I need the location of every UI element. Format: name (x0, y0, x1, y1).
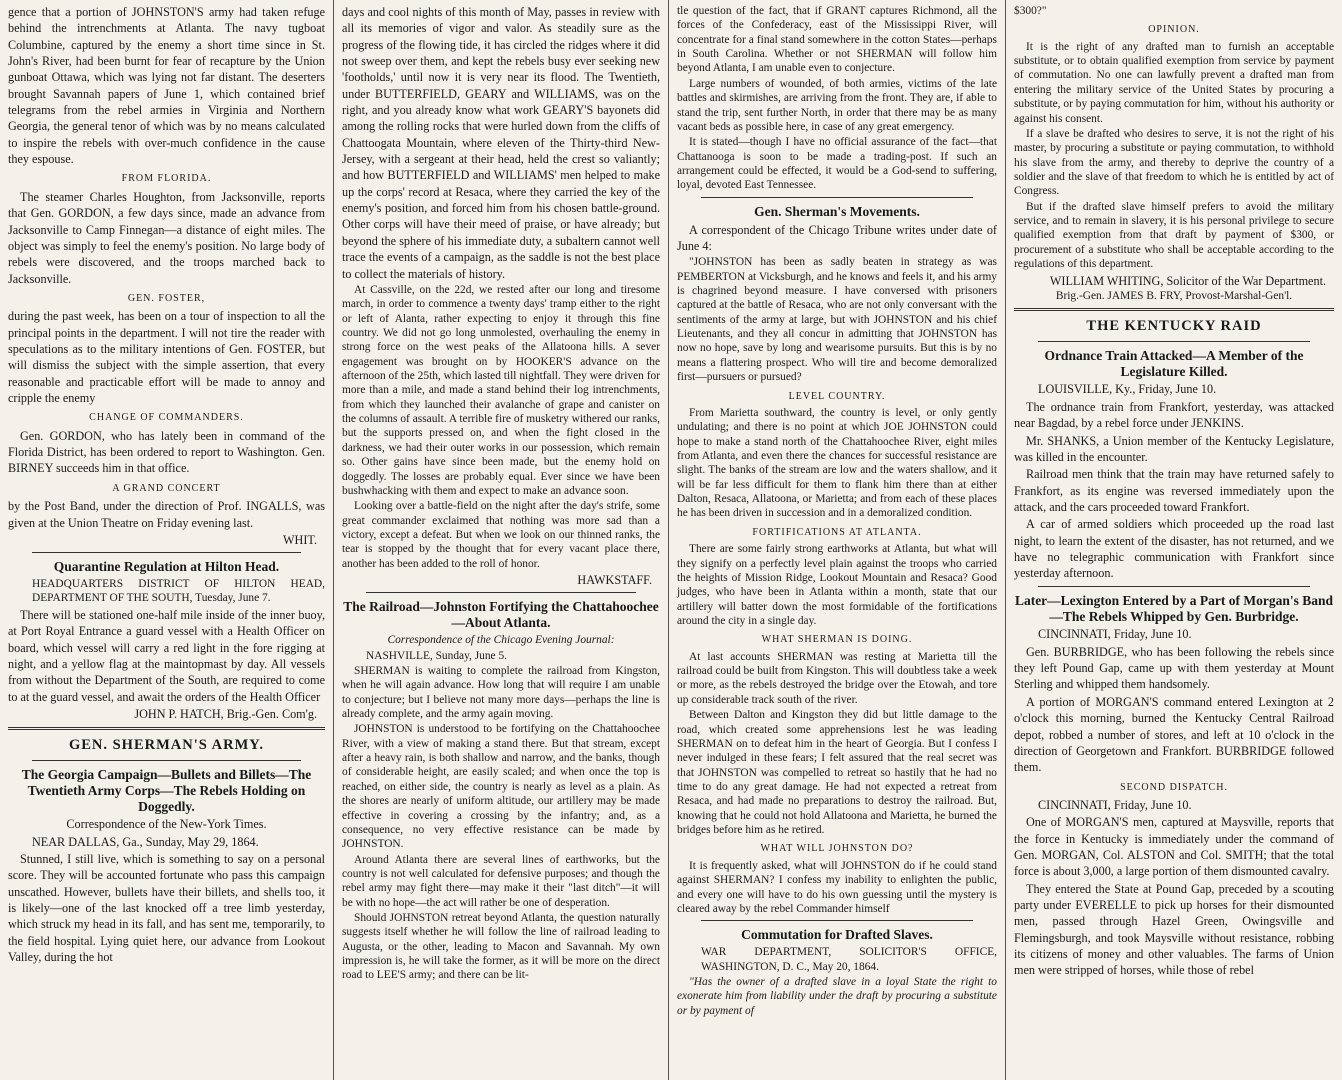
paragraph: JOHNSTON is understood to be fortifying on the Chattahoochee River, with a view of making a stand there. But that stream, except after a heavy rain, is both shallow and narrow, and the banks, though of considerable height, are easily scaled; and when once the top is reached, on either side, the country is nearly as level as a plain. As the shores are nearly of uniform altitude, our artillery may be made effective in covering a crossing by the infantry; and, as a consequence, no very effective resistance can be made by JOHNSTON. (342, 723, 660, 851)
subheading: FROM FLORIDA. (121, 173, 212, 185)
paragraph: tle question of the fact, that if GRANT captures Richmond, all the forces of the Confederacy, east of the Mississippi River, will concentrate for a final stand somewhere in the cotton States—perhaps in South Carolina. Whether or not SHERMAN will follow him beyond Atlanta, I am unable even to conjecture. (677, 5, 997, 75)
subheading: FORTIFICATIONS AT ATLANTA. (752, 526, 922, 538)
paragraph: Railroad men think that the train may have returned safely to Frankfort, as its engine was reversed immediately upon the attack, and the cars proceeded toward Frankfort. (1014, 467, 1334, 514)
section-headline: GEN. SHERMAN'S ARMY. (68, 737, 265, 754)
article-headline: Later—Lexington Entered by a Part of Morgan's Band—The Rebels Whipped by Gen. Burbridge. (1014, 592, 1334, 624)
paragraph: It is stated—though I have no official assurance of the fact—that Chattanooga is soon to be made a trading-post. If such an arrangement could be effected, it would be a God-send to suffering, loyal, devoted East Tennessee. (677, 136, 997, 192)
paragraph: Stunned, I still live, which is something to say on a personal score. They will be accounted fortunate who pass this campaign unscathed. However, bullets have their billets, and shells too, it is likely—one of the last knocked off a tree limb yesterday, which struck my head in its fall, and has sent me, temporarily, to the field hospital. Lying quiet here, our advance from Lookout Valley, during the hot (8, 852, 325, 965)
paragraph: A correspondent of the Chicago Tribune writes under date of June 4: (677, 222, 997, 253)
column-3 (668, 0, 1005, 1080)
paragraph: A portion of MORGAN'S command entered Lexington at 2 o'clock this morning, burned the Kentucky Central Railroad depot, robbed a number of stores, and left at 10 o'clock in the direction of Georgetown and Frankfort. BURBRIDGE followed them. (1014, 694, 1334, 775)
paragraph: WAR DEPARTMENT, SOLICITOR'S OFFICE, WASHINGTON, D. C., May 20, 1864. (701, 946, 997, 973)
section-rule (366, 592, 636, 593)
paragraph: Gen. GORDON, who has lately been in command of the Florida District, has been ordered to report to Washington. Gen. BIRNEY succeeds him in that office. (8, 428, 325, 476)
column-4 (1005, 0, 1342, 1080)
paragraph: It is the right of any drafted man to furnish an acceptable substitute, or to obtain qualified exemption from service by payment of commutation. No one can lawfully prevent a drafted man from entering the military service of the United States by procuring a substitute, or by paying commutation for him, without his authority or against his consent. (1014, 40, 1334, 125)
section-headline: THE KENTUCKY RAID (1086, 318, 1262, 335)
article-headline: Quarantine Regulation at Hilton Head. (53, 559, 280, 575)
paragraph: CINCINNATI, Friday, June 10. (1038, 797, 1192, 812)
paragraph: At Cassville, on the 22d, we rested after our long and tiresome march, in order to commence a twenty days' tramp either to the right or left of Alanta, rather expecting to enjoy it through this fine country. We did not go long unmolested, overhauling the enemy in strong force on the west peaks of the Allatoona hills. A sever engagement was brought on by HOOKER'S advance on the afternoon of the 25th, which lasted till nightfall. They were driven for more than a mile, and made a stand behind their log intrenchments, from which they launched their avalanche of grape and canister on the columns of assault. A terrible fire of musketry withered our ranks, but the supports pressed on, and when the fight closed in the darkness, we had their outer works in our possession, which remain so. Other gains have since been made, but the enemy hold on doggedly. The losses are probably equal. Ever since we have been bushwhacking with them and expect to make an advance soon. (342, 283, 660, 497)
section-rule (701, 197, 973, 198)
section-rule (701, 920, 973, 921)
column-2 (333, 0, 668, 1080)
paragraph: There will be stationed one-half mile inside of the inner buoy, at Port Royal Entrance a guard vessel with a Health Officer on board, which vessel will carry a red light in the fore rigging at night, and a yellow flag at the maintopmast by day. All vessels from without the Department of the South, are required to come to at the guard vessel, and await the orders of the Health Officer (8, 607, 325, 704)
paragraph: Should JOHNSTON retreat beyond Atlanta, the question naturally suggests itself whether he will follow the line of railroad leading to Augusta, or the other, leading to Macon and Savannah. My own impression is, he will take the former, as it will be more on the direct road to LEE'S army; and there can be lit- (342, 912, 660, 982)
signature: WILLIAM WHITING, Solicitor of the War Department. (1049, 273, 1326, 288)
signature: WHIT. (283, 532, 317, 547)
paragraph: A car of armed soldiers which proceeded up the road last night, to learn the extent of the disaster, has not returned, and we have no telegraphic communication with Frankfort since yesterday afternoon. (1014, 517, 1334, 581)
paragraph: From Marietta southward, the country is level, or only gently undulating; and there is no point at which JOE JOHNSTON could hope to make a stand north of the Chattahoochee River, eight miles from Atlanta, and even there the chances for successful resistance are slight. The banks of the stream are low and the waters shallow, and it will be far less difficult for them to flank him there than at either Dalton, Resaca, Allatoona, or Marietta; and from each of these places he has been driven in succession and in a demoralized condition. (677, 406, 997, 520)
paragraph: Gen. BURBRIDGE, who has been following the rebels since they left Pound Gap, came up with them yesterday at Mount Sterling and whipped them handsomely. (1014, 644, 1334, 692)
paragraph: It is frequently asked, what will JOHNSTON do if he could stand against SHERMAN? I confess my inability to enlighten the public, and every one will have to do his own guessing until the mystery is cleared away by the rebel Commander himself (677, 859, 997, 915)
paragraph: "Has the owner of a drafted slave in a loyal State the right to exonerate him from liability under the draft by procuring a substitute or by payment of (677, 975, 997, 1017)
section-rule (1038, 341, 1310, 342)
paragraph: CINCINNATI, Friday, June 10. (1038, 627, 1192, 642)
subheading: WHAT WILL JOHNSTON DO? (760, 843, 914, 855)
paragraph: Looking over a battle-field on the night after the day's strife, some great commander exclaimed that nothing was more sad than a victory, except a defeat. But when we look on our thinned ranks, the tear is stopped by the thought that for every vacant place there, another has been added to the roll of honor. (342, 500, 660, 570)
paragraph: Mr. SHANKS, a Union member of the Kentucky Legislature, was killed in the encounter. (1014, 433, 1334, 464)
paragraph: They entered the State at Pound Gap, preceded by a scouting party under EVERELLE to pick up horses for their dismounted men, passed through Hazel Green, Owingsville and Flemingsburgh, and took Maysville without resistance, robbing its citizens of money and other valuables. The farms of Union men were stripped of horses, while those of rebel (1014, 881, 1334, 978)
paragraph: Correspondence of the New-York Times. (66, 817, 267, 832)
article-headline: The Georgia Campaign—Bullets and Billets—The Twentieth Army Corps—The Rebels Holding on Doggedly. (21, 766, 312, 814)
paragraph: NEAR DALLAS, Ga., Sunday, May 29, 1864. (32, 834, 259, 849)
paragraph: $300?" (1014, 5, 1047, 17)
article-headline: The Railroad—Johnston Fortifying the Chattahoochee—About Atlanta. (343, 599, 659, 631)
paragraph: Large numbers of wounded, of both armies, victims of the late battles and skirmishes, are arriving from the front. They are, if able to stand the trip, sent further North, in order that there may be as many vacant beds as possible here, in case of any great emergency. (677, 77, 997, 133)
section-rule (32, 552, 301, 553)
paragraph: One of MORGAN'S men, captured at Maysville, reports that the force in Kentucky is immediately under the command of Gen. MORGAN, Col. ALSTON and Col. SMITH; that the total force is about 3,000, a large portion of them dismounted cavalry. (1014, 815, 1334, 879)
double-rule (8, 727, 325, 730)
paragraph: There are some fairly strong earthworks at Atlanta, but what will they signify on a perfectly level plain against the troops who carried the heights of Mission Ridge, Lookout Mountain and Resaca? Good judges, who have been in Atlanta within a month, state that our artillery will batter down the most formidable of the fortifications around the city in a single day. (677, 543, 997, 627)
paragraph: days and cool nights of this month of May, passes in review with all its memories of vigor and valor. As steadily sure as the progress of the flowing tide, it has circled the ridges where it did not sweep over them, and kept the rebels busy ever seeking new 'footholds,' until now it is very near its flood. The Twentieth, under BUTTERFIELD, GEARY and WILLIAMS, was on the right, and you already know what work GEARY'S bayonets did among the rolling rocks that were hurled down from the cliffs of Chattoogata Mountain, where eleven of the Thirty-third New-Jersey, with a sergeant at their head, held the crest so valiantly; and how BUTTERFIELD and WILLIAMS' men helped to make up the corps' record at Resaca, where they carried the key of the enemy's position, and forced him from his chosen battle-ground. Other corps will have their meed of praise, or have already; but beyond the sphere of his immediate duty, a subaltern cannot well trace the events of a campaign, as the saddle is not the best place to collect the materials of history. (342, 5, 660, 281)
subheading: CHANGE OF COMMANDERS. (89, 412, 244, 424)
paragraph: Around Atlanta there are several lines of earthworks, but the country is not well calculated for defensive purposes; and though the rebel army may fight there—may make it their "last ditch"—it will be with no hope—the act will rather be one of desperation. (342, 853, 660, 909)
paragraph: But if the drafted slave himself prefers to avoid the military service, and to remain in slavery, it is his personal privilege to secure qualified exemption from that draft by payment of $300, or procurement of a substitute who shall be acceptable according to the regulations of this department. (1014, 200, 1334, 271)
paragraph: during the past week, has been on a tour of inspection to all the principal points in the department. I will not tire the reader with speculations as to the military intentions of Gen. FOSTER, but will dismiss the subject with the simple assertion, that every reasonable and practicable effort will be made to annoy and cripple the enemy (8, 309, 325, 405)
paragraph: "JOHNSTON has been as sadly beaten in strategy as was PEMBERTON at Vicksburgh, and he knows and feels it, and his army is chagrined beyond measure. I have conversed with prisoners captured at the battle of Resaca, who are not only conversant with the sentiments of the army at large, but with JOHNSTON and his chief Lieutenants, and they all concur in admitting that JOHNSTON has now no hope, save by long and wearisome pursuits. But this is by no means a flattering prospect. Who will tire and become demoralized first—pursuers or pursued? (677, 256, 997, 384)
signature: HAWKSTAFF. (577, 573, 652, 588)
subheading: LEVEL COUNTRY. (788, 390, 886, 402)
subheading: WHAT SHERMAN IS DOING. (761, 634, 913, 646)
paragraph: HEADQUARTERS DISTRICT OF HILTON HEAD, DEPARTMENT OF THE SOUTH, Tuesday, June 7. (32, 578, 325, 605)
section-rule (32, 760, 301, 761)
subheading: SECOND DISPATCH. (1120, 781, 1228, 793)
paragraph: gence that a portion of JOHNSTON'S army had taken refuge behind the intrenchments at Atlanta. The navy tugboat Columbine, captured by the enemy a short time since in St. John's River, had been burnt for fear of recapture by the Union gunboat Ottawa, which was lying not far distant. The deserters brought Savannah papers of June 1, which contained brief telegrams from the rebel armies in Virginia and Northern Georgia, the general tenor of which was by no means calculated to inspire the rebels with over-much confidence in the cause they espouse. (8, 5, 325, 167)
paragraph: The steamer Charles Houghton, from Jacksonville, reports that Gen. GORDON, a few days since, made an advance from Jacksonville to Camp Finnegan—a distance of eight miles. The object was simply to feel the enemy's position. No large body of rebels were discovered, and the troops marched back to Jacksonville. (8, 189, 325, 286)
article-headline: Commutation for Drafted Slaves. (741, 927, 933, 943)
paragraph: by the Post Band, under the direction of Prof. INGALLS, was given at the Union Theatre on Friday evening last. (8, 499, 325, 530)
paragraph: At last accounts SHERMAN was resting at Marietta till the railroad could be built from Kingston. This will doubtless take a week or more, as the rebels destroyed the bridge over the Etowah, and tore up considerable track south of the river. (677, 650, 997, 706)
signature: JOHN P. HATCH, Brig.-Gen. Com'g. (134, 706, 317, 721)
column-1 (0, 0, 333, 1080)
subheading: A GRAND CONCERT (112, 482, 221, 494)
paragraph: LOUISVILLE, Ky., Friday, June 10. (1038, 382, 1217, 397)
paragraph: Brig.-Gen. JAMES B. FRY, Provost-Marshal-Gen'l. (1055, 289, 1293, 302)
paragraph: SHERMAN is waiting to complete the railroad from Kingston, when he will again advance. How long that will require I am unable to conjecture; but I believe not many more days—perhaps the line is already complete, and the army again moving. (342, 664, 660, 721)
article-headline: Gen. Sherman's Movements. (754, 203, 920, 219)
paragraph: The ordnance train from Frankfort, yesterday, was attacked near Bagdad, by a rebel force under JENKINS. (1014, 399, 1334, 431)
paragraph: If a slave be drafted who desires to serve, it is not the right of his master, by procuring a substitute or paying commutation, to withhold his slave from the army, and thereby to deprive the country of a soldier and the slave of that freedom to which he is entitled by act of Congress. (1014, 127, 1334, 198)
subheading: GEN. FOSTER, (127, 292, 206, 304)
paragraph: NASHVILLE, Sunday, June 5. (366, 649, 507, 662)
subheading: OPINION. (1148, 24, 1200, 36)
paragraph: Correspondence of the Chicago Evening Journal: (387, 634, 615, 647)
paragraph: Between Dalton and Kingston they did but little damage to the road, which created some apprehensions lest he was leading SHERMAN on to defeat him in the heart of Georgia. But I confess I never indulged in these fears; I felt assured that the real secret was that JOHNSTON was compelled to retreat so hastily that he had no time to do any great damage. He had not expected a retreat from Resaca, and had made no preparations to destroy the railroad. But, knowing that he could not hold Allatoona and Marietta, he burned the bridges before him as he retired. (677, 709, 997, 837)
double-rule (1014, 308, 1334, 311)
section-rule (1038, 586, 1310, 587)
article-headline: Ordnance Train Attacked—A Member of the Legislature Killed. (1044, 347, 1304, 379)
